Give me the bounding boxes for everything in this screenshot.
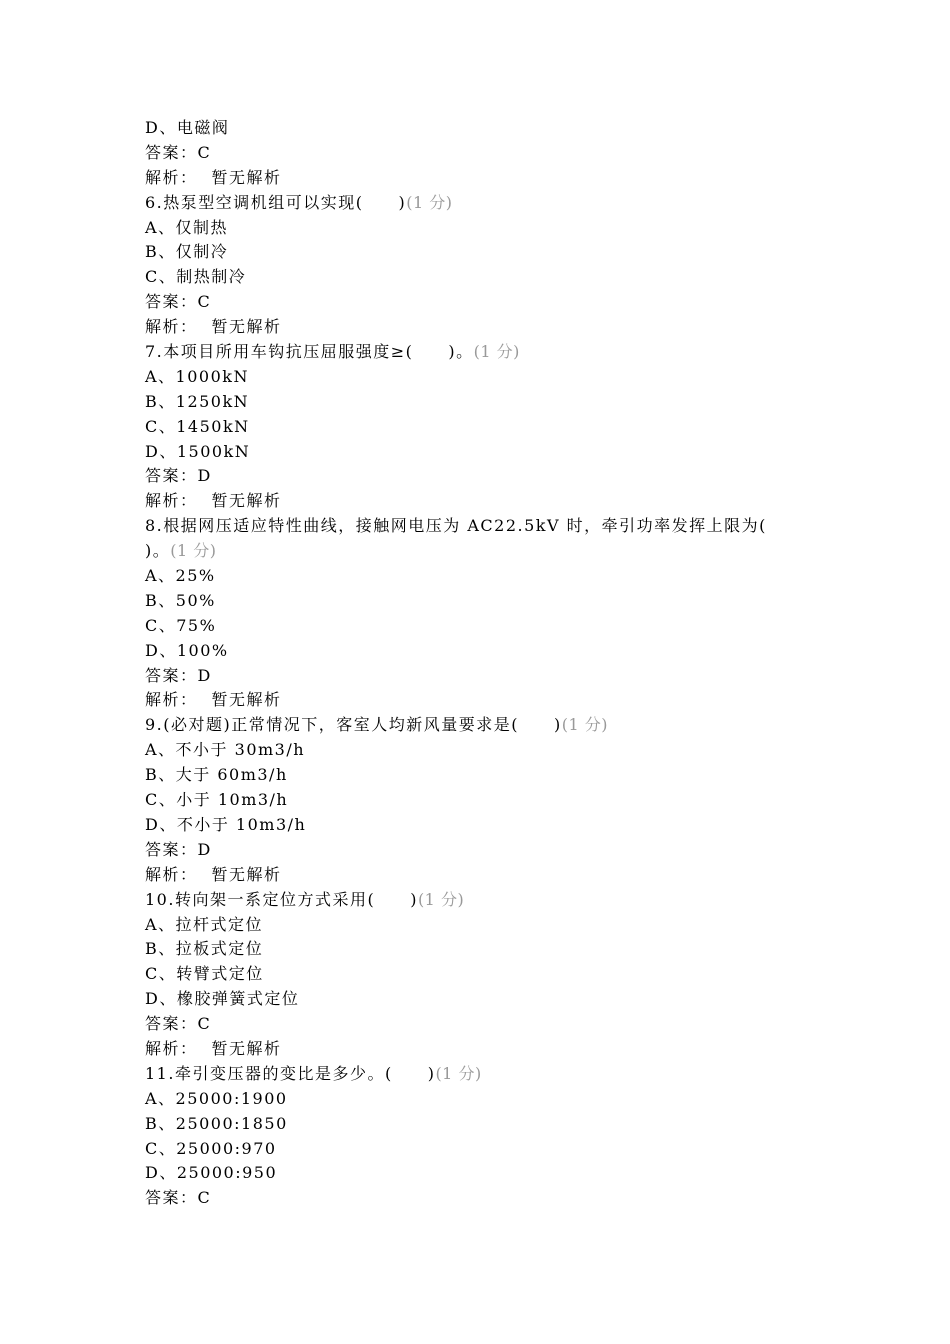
option-line bbox=[145, 415, 825, 440]
line-text: B、50% bbox=[145, 590, 216, 610]
line-text: B、拉板式定位 bbox=[145, 939, 264, 959]
line-text: A、不小于 30m3/h bbox=[145, 740, 306, 760]
option-line bbox=[145, 813, 825, 838]
line-text: A、仅制热 bbox=[145, 217, 229, 237]
analysis-text: 暂无解析 bbox=[211, 690, 282, 710]
score-label: (1 分) bbox=[406, 192, 453, 212]
option-line bbox=[145, 913, 825, 938]
line-text: D、1500kN bbox=[145, 441, 251, 461]
score-label: (1 分) bbox=[417, 889, 465, 909]
line-text: D、25000:950 bbox=[145, 1163, 278, 1183]
line-text: 答案：D bbox=[145, 466, 212, 486]
answer-line bbox=[145, 838, 825, 863]
option-line bbox=[145, 1112, 825, 1137]
option-line bbox=[145, 1137, 825, 1162]
analysis-line bbox=[145, 863, 825, 888]
line-text: C、制热制冷 bbox=[145, 267, 247, 287]
line-text: 9.(必对题)正常情况下，客室人均新风量要求是( ) bbox=[145, 715, 562, 735]
document-body bbox=[145, 116, 825, 1211]
line-text: )。 bbox=[145, 541, 171, 561]
analysis-line bbox=[145, 315, 825, 340]
line-text: 答案：D bbox=[145, 665, 212, 685]
option-line bbox=[145, 390, 825, 415]
analysis-text: 暂无解析 bbox=[211, 167, 282, 187]
line-text: A、1000kN bbox=[145, 366, 249, 386]
option-line bbox=[145, 788, 825, 813]
analysis-line bbox=[145, 166, 825, 191]
line-text: 6.热泵型空调机组可以实现( ) bbox=[145, 192, 407, 212]
text-line bbox=[145, 514, 825, 539]
line-text: D、电磁阀 bbox=[145, 118, 230, 137]
answer-line bbox=[145, 1012, 825, 1037]
line-text: 解析： bbox=[145, 317, 198, 337]
question-line bbox=[145, 539, 825, 564]
option-line bbox=[145, 240, 825, 265]
option-line bbox=[145, 1161, 825, 1186]
option-line bbox=[145, 639, 825, 664]
option-line bbox=[145, 987, 825, 1012]
option-line bbox=[145, 738, 825, 763]
line-text: 解析： bbox=[145, 1038, 198, 1058]
option-line bbox=[145, 589, 825, 614]
line-text: 解析： bbox=[145, 864, 198, 884]
question-line bbox=[145, 191, 825, 216]
line-text: 答案：C bbox=[145, 142, 212, 162]
answer-line bbox=[145, 464, 825, 489]
option-line bbox=[145, 564, 825, 589]
line-text: D、不小于 10m3/h bbox=[145, 814, 307, 834]
line-text: C、小于 10m3/h bbox=[145, 790, 289, 810]
analysis-line bbox=[145, 1037, 825, 1062]
line-text: 解析： bbox=[145, 491, 198, 511]
analysis-text: 暂无解析 bbox=[211, 864, 282, 884]
line-text: C、1450kN bbox=[145, 416, 250, 436]
line-text: 解析： bbox=[145, 167, 198, 187]
line-text: 解析： bbox=[145, 690, 198, 710]
line-text: 10.转向架一系定位方式采用( ) bbox=[145, 889, 418, 909]
option-line bbox=[145, 265, 825, 290]
line-text: C、25000:970 bbox=[145, 1138, 277, 1158]
line-text: 11.牵引变压器的变比是多少。( ) bbox=[145, 1063, 436, 1083]
option-line bbox=[145, 962, 825, 987]
analysis-text: 暂无解析 bbox=[211, 1038, 282, 1058]
option-line bbox=[145, 763, 825, 788]
line-text: 答案：C bbox=[145, 292, 212, 312]
score-label: (1 分) bbox=[435, 1063, 482, 1083]
analysis-line bbox=[145, 688, 825, 713]
line-text: B、仅制冷 bbox=[145, 242, 229, 262]
line-text: 答案：C bbox=[145, 1014, 212, 1034]
option-line bbox=[145, 365, 825, 390]
score-label: (1 分) bbox=[561, 715, 609, 735]
answer-line bbox=[145, 664, 825, 689]
line-text: B、1250kN bbox=[145, 391, 250, 411]
answer-line bbox=[145, 141, 825, 166]
analysis-line bbox=[145, 489, 825, 514]
option-line bbox=[145, 216, 825, 241]
option-line bbox=[145, 937, 825, 962]
line-text: A、25000:1900 bbox=[145, 1088, 288, 1108]
question-line bbox=[145, 1062, 825, 1087]
analysis-text: 暂无解析 bbox=[211, 491, 282, 511]
line-text: D、橡胶弹簧式定位 bbox=[145, 989, 300, 1009]
option-line bbox=[145, 116, 825, 141]
line-text: A、25% bbox=[145, 566, 216, 586]
analysis-text: 暂无解析 bbox=[211, 317, 282, 337]
score-label: (1 分) bbox=[473, 342, 520, 362]
answer-line bbox=[145, 290, 825, 315]
line-text: 答案：C bbox=[145, 1188, 212, 1208]
question-line bbox=[145, 888, 825, 913]
score-label: (1 分) bbox=[170, 541, 217, 561]
question-line bbox=[145, 340, 825, 365]
line-text: 7.本项目所用车钩抗压屈服强度≥( )。 bbox=[145, 342, 474, 362]
line-text: C、75% bbox=[145, 615, 217, 635]
option-line bbox=[145, 440, 825, 465]
line-text: B、25000:1850 bbox=[145, 1113, 288, 1133]
line-text: A、拉杆式定位 bbox=[145, 914, 264, 934]
line-text: C、转臂式定位 bbox=[145, 964, 264, 984]
answer-line bbox=[145, 1186, 825, 1211]
option-line bbox=[145, 614, 825, 639]
line-text: 8.根据网压适应特性曲线，接触网电压为 AC22.5kV 时，牵引功率发挥上限为( bbox=[145, 516, 767, 536]
line-text: 答案：D bbox=[145, 839, 212, 859]
question-line bbox=[145, 713, 825, 738]
line-text: D、100% bbox=[145, 640, 229, 660]
line-text: B、大于 60m3/h bbox=[145, 765, 288, 785]
option-line bbox=[145, 1087, 825, 1112]
